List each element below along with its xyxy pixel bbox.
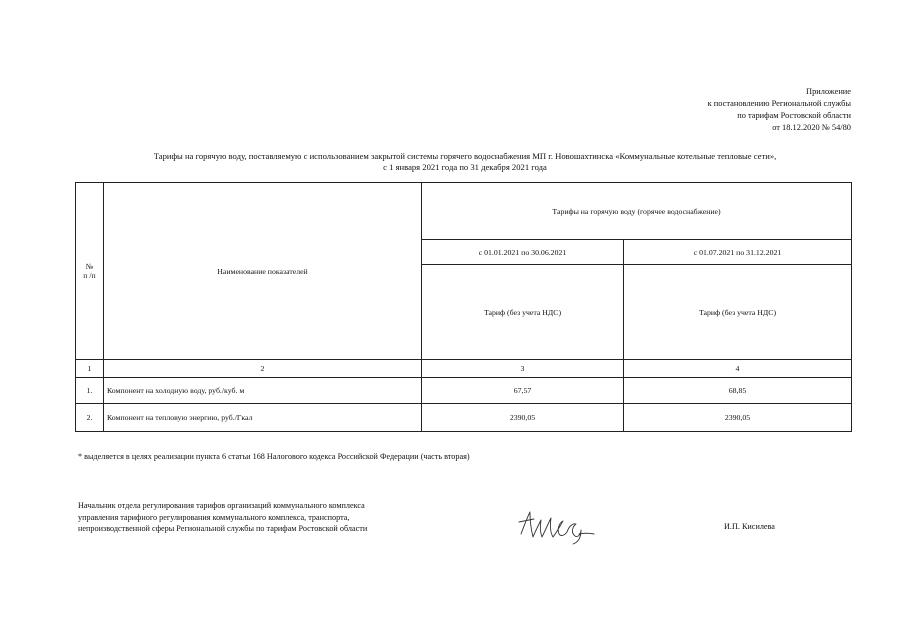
signer-position-line: непроизводственной сферы Региональной службы по тарифам Ростовской области bbox=[78, 524, 368, 533]
appendix-line: от 18.12.2020 № 54/80 bbox=[772, 123, 851, 132]
appendix-line: Приложение bbox=[806, 87, 851, 96]
document-title bbox=[80, 151, 850, 173]
row-value-period-2: 2390,05 bbox=[624, 404, 852, 432]
row-name: Компонент на холодную воду, руб./куб. м bbox=[104, 378, 422, 404]
title-line: с 1 января 2021 года по 31 декабря 2021 года bbox=[383, 162, 547, 172]
table-row bbox=[76, 378, 852, 404]
row-number: 2. bbox=[76, 404, 104, 432]
column-number: 1 bbox=[76, 360, 104, 378]
column-number: 4 bbox=[624, 360, 852, 378]
title-line: Тарифы на горячую воду, поставляемую с использованием закрытой системы горячего водоснабжения МП г. Новошахтинска «Коммунальные котельные тепловые сети», bbox=[153, 151, 777, 161]
table-header-row bbox=[76, 183, 852, 240]
signer-position-line: Начальник отдела регулирования тарифов организаций коммунального комплекса bbox=[78, 501, 365, 510]
appendix-block bbox=[551, 86, 851, 134]
row-value-period-1: 2390,05 bbox=[422, 404, 624, 432]
row-name: Компонент на тепловую энергию, руб./Гкал bbox=[104, 404, 422, 432]
tariff-label-1: Тариф (без учета НДС) bbox=[422, 265, 624, 360]
tariff-label-2: Тариф (без учета НДС) bbox=[624, 265, 852, 360]
col-number-header-line: № bbox=[85, 262, 94, 271]
column-number: 2 bbox=[104, 360, 422, 378]
signer-position-line: управления тарифного регулирования коммунального комплекса, транспорта, bbox=[78, 512, 350, 522]
col-name-header: Наименование показателей bbox=[104, 183, 422, 360]
handwritten-signature bbox=[515, 504, 597, 551]
period-1-header: с 01.01.2021 по 30.06.2021 bbox=[422, 240, 624, 265]
row-value-period-2: 68,85 bbox=[624, 378, 852, 404]
column-number: 3 bbox=[422, 360, 624, 378]
table-row bbox=[76, 404, 852, 432]
appendix-line: к постановлению Региональной службы bbox=[707, 99, 851, 108]
row-value-period-1: 67,57 bbox=[422, 378, 624, 404]
col-number-header-line: п /п bbox=[83, 271, 96, 280]
signer-position bbox=[78, 500, 367, 535]
tariffs-group-header: Тарифы на горячую воду (горячее водоснабжение) bbox=[422, 183, 852, 240]
row-number: 1. bbox=[76, 378, 104, 404]
signer-name: И.П. Кисилева bbox=[724, 522, 775, 531]
footnote: * выделяется в целях реализации пункта 6 статьи 168 Налогового кодекса Российской Федерации (часть вторая) bbox=[78, 452, 470, 461]
col-number-header bbox=[76, 183, 104, 360]
column-number-row bbox=[76, 360, 852, 378]
appendix-line: по тарифам Ростовской области bbox=[737, 111, 851, 120]
tariff-table bbox=[75, 182, 852, 432]
period-2-header: с 01.07.2021 по 31.12.2021 bbox=[624, 240, 852, 265]
